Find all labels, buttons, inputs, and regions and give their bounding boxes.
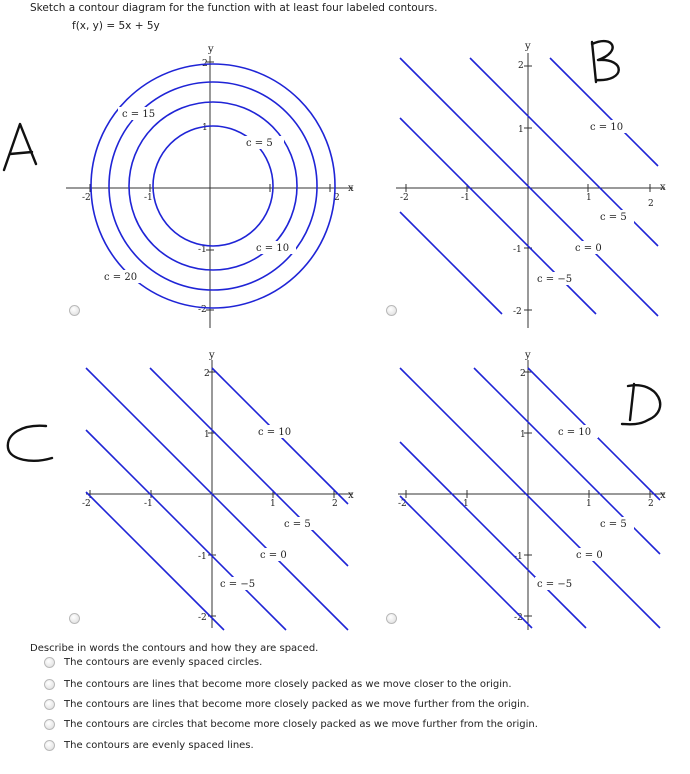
contour-line — [86, 368, 348, 630]
contour-label: c = 10 — [590, 122, 624, 133]
tick-label: 2 — [518, 61, 524, 71]
contour-plot-b — [370, 38, 690, 338]
contour-label: c = 10 — [258, 427, 292, 438]
contour-label: c = 20 — [104, 272, 138, 283]
plot-choice-radio-d[interactable] — [386, 613, 397, 624]
contour-label: c = 0 — [576, 550, 603, 561]
tick-label: -1 — [144, 499, 153, 509]
function-expression: f(x, y) = 5x + 5y — [72, 20, 160, 32]
tick-label: -1 — [460, 499, 469, 509]
contour-line — [400, 58, 658, 316]
tick-label: -1 — [144, 193, 153, 203]
contour-label: c = 0 — [575, 243, 602, 254]
tick-label: -1 — [198, 245, 207, 255]
tick-label: 1 — [270, 499, 276, 509]
option-label: The contours are lines that become more closely packed as we move closer to the origin. — [64, 679, 512, 690]
contour-line — [86, 430, 286, 630]
option-radio[interactable] — [44, 699, 55, 710]
contour-label: c = −5 — [537, 579, 573, 590]
x-axis-label: x — [660, 490, 666, 501]
contour-label: c = −5 — [220, 579, 256, 590]
y-axis-label: y — [525, 41, 531, 52]
contour-line — [150, 368, 348, 566]
tick-label: -1 — [513, 245, 522, 255]
option-evenly-spaced-circles[interactable] — [44, 657, 262, 668]
option-evenly-spaced-lines[interactable] — [44, 740, 254, 751]
contour-plot-a — [58, 38, 378, 338]
handwritten-letter-b — [586, 38, 636, 92]
contour-line — [400, 442, 586, 628]
tick-label: -2 — [398, 499, 407, 509]
tick-label: 1 — [202, 123, 208, 133]
question-prompt: Sketch a contour diagram for the function with at least four labeled contours. — [30, 2, 438, 14]
option-circles-closer-far-from-origin[interactable] — [44, 719, 538, 730]
option-lines-closer-near-origin[interactable] — [44, 679, 512, 690]
tick-label: 2 — [204, 369, 210, 379]
tick-label: -1 — [514, 552, 523, 562]
tick-label: 2 — [334, 193, 340, 203]
y-axis-label: y — [209, 350, 215, 361]
tick-label: -2 — [198, 613, 207, 623]
contour-label: c = 10 — [256, 243, 290, 254]
tick-label: -2 — [82, 499, 91, 509]
option-radio[interactable] — [44, 679, 55, 690]
plot-choice-radio-a[interactable] — [69, 305, 80, 316]
tick-label: -2 — [514, 613, 523, 623]
option-radio[interactable] — [44, 657, 55, 668]
contour-line — [400, 496, 532, 628]
option-label: The contours are evenly spaced lines. — [64, 740, 254, 751]
tick-label: 2 — [520, 369, 526, 379]
tick-label: 1 — [586, 193, 592, 203]
x-axis-label: x — [348, 490, 354, 501]
option-radio[interactable] — [44, 740, 55, 751]
contour-label: c = 0 — [260, 550, 287, 561]
contour-label: c = 10 — [558, 427, 592, 438]
contour-label: c = −5 — [537, 274, 573, 285]
tick-label: -2 — [400, 193, 409, 203]
tick-label: 2 — [332, 499, 338, 509]
option-label: The contours are evenly spaced circles. — [64, 657, 263, 668]
option-lines-closer-far-from-origin[interactable] — [44, 699, 529, 710]
x-axis-label: x — [348, 183, 354, 194]
contour-label: c = 15 — [122, 109, 156, 120]
handwritten-letter-a — [0, 118, 50, 182]
tick-label: -1 — [461, 193, 470, 203]
y-axis-label: y — [525, 350, 531, 361]
x-axis-label: x — [660, 182, 666, 193]
tick-label: -2 — [82, 193, 91, 203]
tick-label: -1 — [198, 552, 207, 562]
tick-label: 2 — [648, 199, 654, 209]
tick-label: 1 — [518, 125, 524, 135]
tick-label: 1 — [204, 430, 210, 440]
describe-prompt: Describe in words the contours and how they are spaced. — [30, 643, 319, 654]
handwritten-letter-d — [618, 380, 678, 444]
contour-label: c = 5 — [284, 519, 311, 530]
plot-choice-radio-c[interactable] — [69, 613, 80, 624]
tick-label: -2 — [198, 305, 207, 315]
tick-label: 2 — [202, 59, 208, 69]
contour-label: c = 5 — [246, 138, 273, 149]
handwritten-letter-c — [2, 420, 62, 474]
option-label: The contours are circles that become more closely packed as we move further from the origin. — [64, 719, 538, 730]
y-axis-label: y — [208, 44, 214, 55]
option-radio[interactable] — [44, 719, 55, 730]
option-label: The contours are lines that become more closely packed as we move further from the origin. — [64, 699, 530, 710]
contour-line — [400, 212, 502, 314]
plot-choice-radio-b[interactable] — [386, 305, 397, 316]
tick-label: -2 — [513, 307, 522, 317]
contour-plot-c — [58, 348, 378, 648]
contour-label: c = 5 — [600, 519, 627, 530]
contour-label: c = 5 — [600, 212, 627, 223]
tick-label: 2 — [648, 499, 654, 509]
tick-label: 1 — [586, 499, 592, 509]
tick-label: 1 — [520, 430, 526, 440]
